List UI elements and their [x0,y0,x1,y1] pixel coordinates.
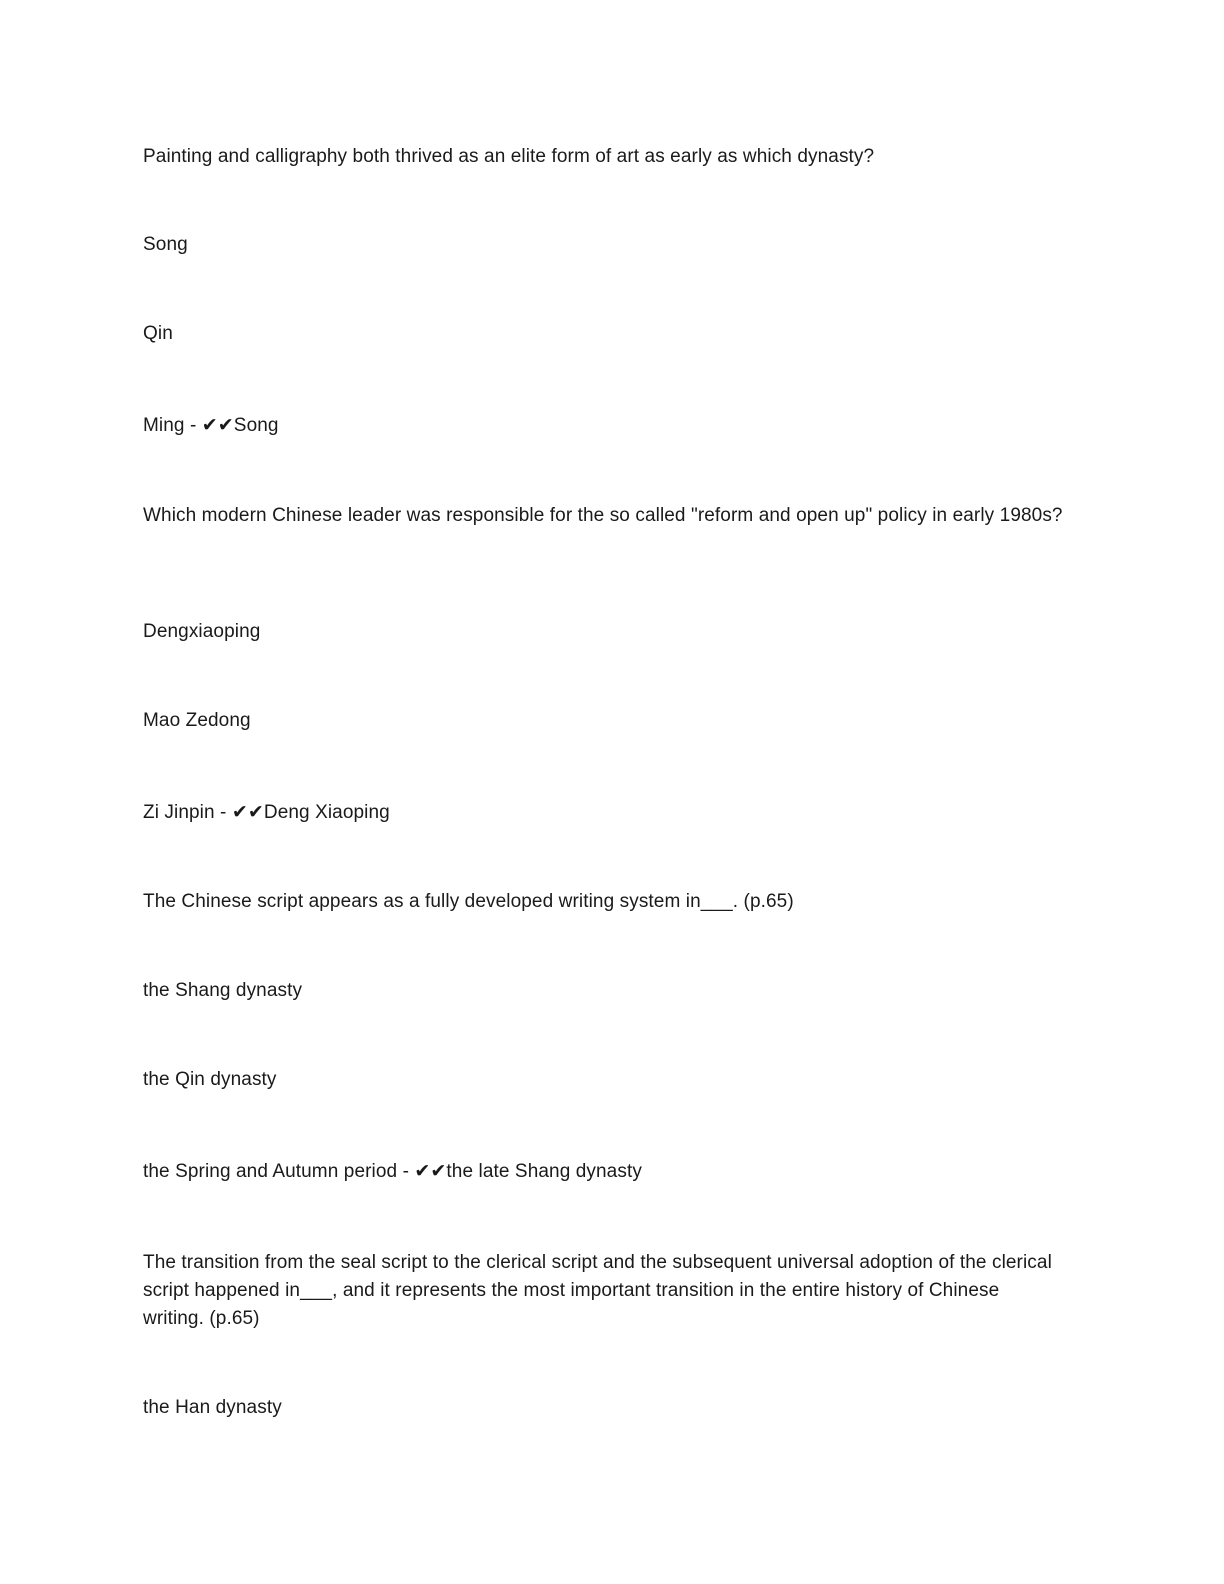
question-2: Which modern Chinese leader was responsible for the so called "reform and open up" policy in early 1980s? [143,505,1063,526]
q4-option-1: the Han dynasty [143,1397,282,1418]
q3-option-1: the Shang dynasty [143,980,303,1001]
q1-option-2: Qin [143,323,173,344]
question-4: The transition from the seal script to the clerical script and the subsequent universal adoption of the clerical script happened in___, and it represents the most important transition in the entire history of Chinese writing. (p.65) [143,1252,1052,1329]
q3-option-3-answer: the Spring and Autumn period - ✔✔the late Shang dynasty [143,1161,642,1182]
q1-option-1: Song [143,234,188,255]
q2-option-2: Mao Zedong [143,710,251,731]
question-1: Painting and calligraphy both thrived as an elite form of art as early as which dynasty? [143,146,875,167]
q3-option-2: the Qin dynasty [143,1069,277,1090]
q2-option-3-answer: Zi Jinpin - ✔✔Deng Xiaoping [143,802,390,823]
q2-option-1: Dengxiaoping [143,621,261,642]
q1-option-3-answer: Ming - ✔✔Song [143,415,279,436]
question-3: The Chinese script appears as a fully developed writing system in___. (p.65) [143,891,794,912]
